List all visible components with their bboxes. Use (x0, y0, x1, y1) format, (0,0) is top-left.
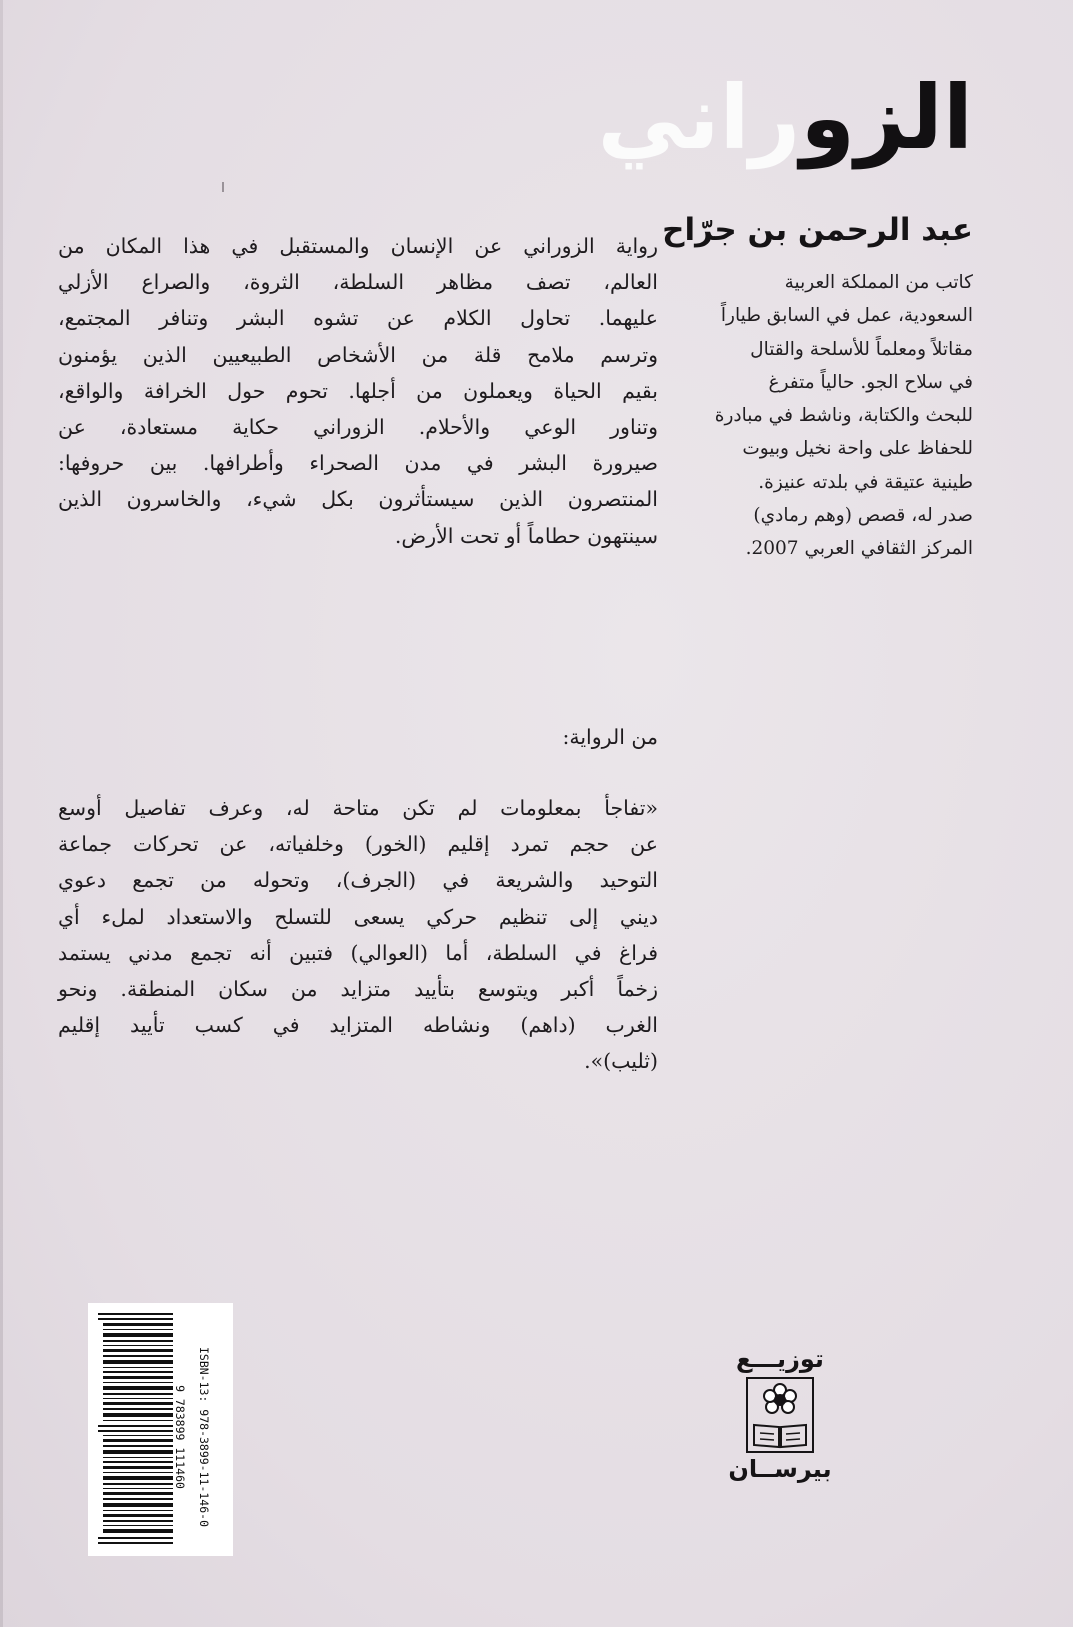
book-title (597, 66, 973, 169)
excerpt-line: «تفاجأ بمعلومات لم تكن متاحة له، وعرف تفاصيل أوسع (58, 796, 658, 820)
bio-line: للحفاظ على واحة نخيل وبيوت (742, 438, 973, 460)
excerpt-line: (ثليب)». (584, 1049, 658, 1074)
print-mark (222, 182, 224, 192)
excerpt-line: زخماً أكبر ويتوسع بتأييد متزايد من سكان المنطقة. ونحو (58, 977, 658, 1002)
bio-line: السعودية، عمل في السابق طياراً (720, 305, 973, 327)
synopsis-line: سينتهون حطاماً أو تحت الأرض. (394, 523, 658, 548)
excerpt-line: التوحيد والشريعة في (الجرف)، وتحوله من تجمع دعوي (58, 868, 658, 893)
excerpt-heading: من الرواية: (562, 725, 658, 749)
excerpt-line: ديني إلى تنظيم حركي يسعى للتسلح والاستعداد لملء أي (58, 904, 658, 929)
barcode-digits: 9 783899 111460 (173, 1385, 187, 1489)
barcode (98, 1311, 173, 1548)
synopsis-line: وترسم ملامح قلة من الأشخاص الطبيعيين الذين يؤمنون (58, 342, 658, 367)
publisher-block (720, 1345, 840, 1525)
author-name: عبد الرحمن بن جرّاح (662, 212, 973, 248)
barcode-label (88, 1303, 233, 1556)
publisher-name: بيرســان (728, 1455, 832, 1483)
excerpt-line: عن حجم تمرد إقليم (الخور) وخلفياته، عن تحركات جماعة (58, 832, 658, 857)
synopsis-line: بقيم الحياة ويعملون من أجلها. تحوم حول الخرافة والواقع، (58, 378, 658, 403)
synopsis-line: العالم، تصف مظاهر السلطة، الثروة، والصراع الأزلي (58, 270, 658, 295)
bio-line: المركز الثقافي العربي 2007. (745, 538, 973, 560)
spine-edge (0, 0, 3, 1627)
isbn-number: ISBN-13: 978-3899-11-146-0 (197, 1346, 211, 1527)
bio-line: صدر له، قصص (وهم رمادي) (753, 505, 973, 527)
excerpt-paragraph (58, 790, 658, 1080)
bio-line: للبحث والكتابة، وناشط في مبادرة (714, 405, 973, 427)
bio-line: في سلاح الجو. حالياً متفرغ (768, 371, 973, 393)
synopsis-line: عليهما. تحاول الكلام عن تشوه البشر وتنافر المجتمع، (58, 306, 658, 331)
publisher-logo-icon (746, 1377, 814, 1453)
synopsis-line: صيرورة البشر في مدن الصحراء وأطرافها. بين حروفها: (58, 451, 658, 476)
bio-line: مقاتلاً ومعلماً للأسلحة والقتال (750, 338, 973, 360)
synopsis-line: وتناور الوعي والأحلام. الزوراني حكاية مستعادة، عن (58, 415, 658, 440)
synopsis-line: المنتصرون الذين سيستأثرون بكل شيء، والخاسرون الذين (58, 487, 658, 512)
title-dark-part: الزو (800, 66, 973, 169)
excerpt-line: فراغ في السلطة، أما (العوالي) فتبين أنه تجمع مدني يستمد (58, 940, 658, 965)
bio-line: طينية عتيقة في بلدته عنيزة. (758, 471, 973, 493)
synopsis-line: رواية الزوراني عن الإنسان والمستقبل في هذا المكان من (58, 234, 658, 258)
bio-line: كاتب من المملكة العربية (784, 272, 973, 293)
distribution-label: توزيـــع (736, 1345, 824, 1373)
excerpt-line: الغرب (داهم) ونشاطه المتزايد في كسب تأييد إقليم (58, 1013, 658, 1038)
synopsis-paragraph (58, 228, 658, 554)
title-light-part: راني (597, 66, 801, 169)
author-bio (673, 266, 973, 566)
